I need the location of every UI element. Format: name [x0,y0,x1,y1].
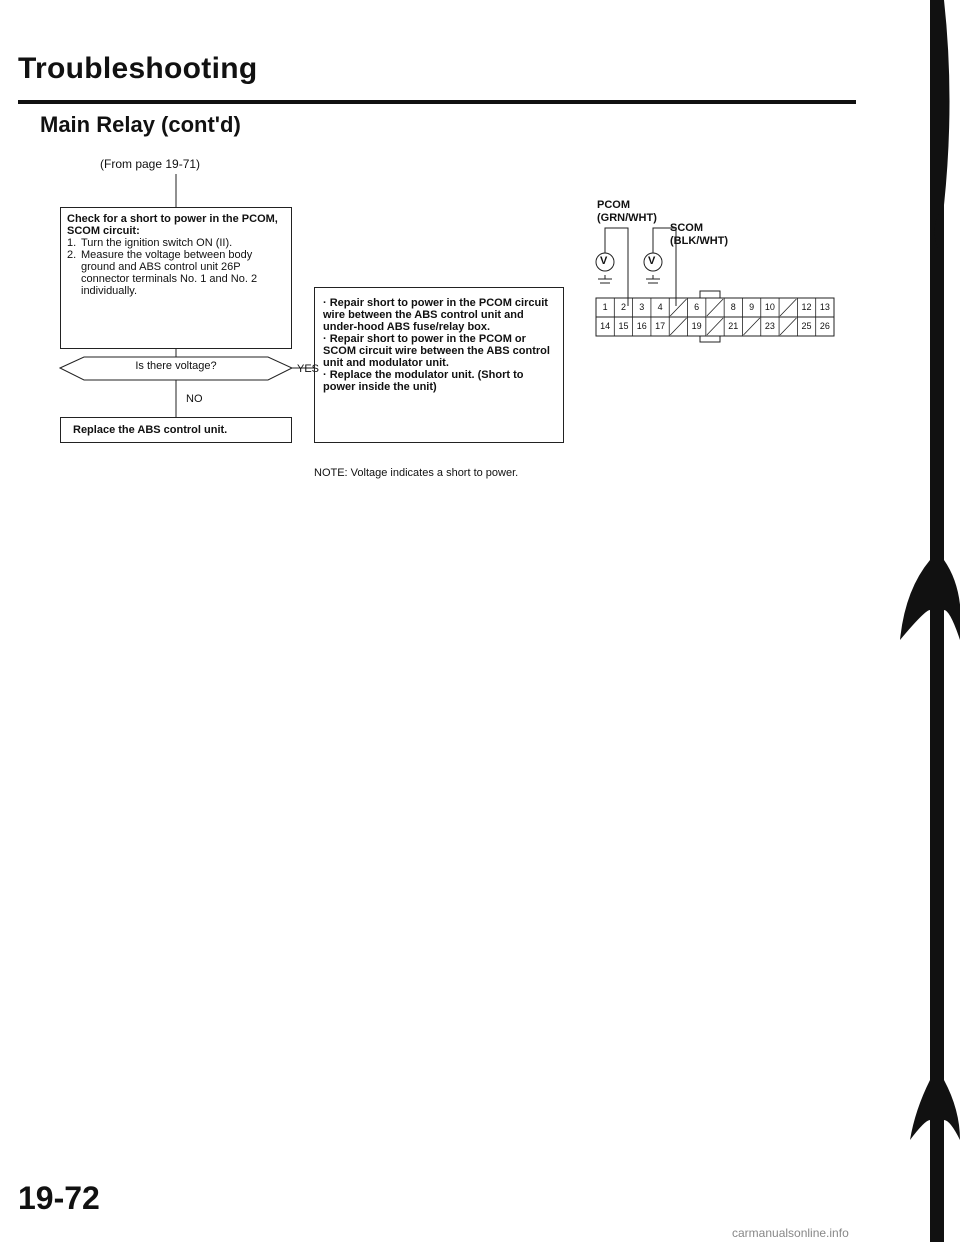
connector-pin-15: 15 [618,321,629,331]
connector-pin-3: 3 [639,302,645,312]
empty-pin-slash [707,318,723,335]
connector-pin-14: 14 [600,321,611,331]
empty-pin-slash [780,299,796,316]
repair-action-2: · Repair short to power in the PCOM or SCOM circuit wire between the ABS control unit and modulator unit. [323,333,550,369]
pcom-label: PCOM (GRN/WHT) [597,199,657,224]
repair-action-3: · Replace the modulator unit. (Short to power inside the unit) [323,369,524,393]
connector-pin-13: 13 [819,302,830,312]
yes-label: YES [297,363,320,375]
check-step-2: 2. Measure the voltage between body ground and ABS control unit 26P connector terminals No. 1 and No. 2 individually. [67,249,258,297]
empty-pin-slash [670,299,686,316]
connector-pin-6: 6 [694,302,700,312]
watermark: carmanualsonline.info [732,1226,849,1240]
question-text: Is there voltage? [135,360,217,372]
connector-pin-26: 26 [819,321,830,331]
page-number: 19-72 [18,1180,100,1216]
connector-pin-2: 2 [620,302,626,312]
no-label: NO [186,393,203,405]
connector-pin-19: 19 [691,321,702,331]
scom-label: SCOM (BLK/WHT) [670,222,729,247]
page-title: Troubleshooting [18,52,258,85]
connector-pin-9: 9 [749,302,755,312]
connector-pin-8: 8 [730,302,736,312]
repair-action-1: · Repair short to power in the PCOM circuit wire between the ABS control unit and under-hood ABS fuse/relay box. [323,297,548,333]
connector-pin-4: 4 [657,302,663,312]
section-title: Main Relay (cont'd) [40,112,241,137]
connector-pin-1: 1 [602,302,608,312]
scom-voltmeter-symbol: V [648,255,656,267]
connector-pin-25: 25 [801,321,812,331]
connector-pin-16: 16 [636,321,647,331]
connector-pin-10: 10 [764,302,775,312]
connector-26p [596,291,834,342]
empty-pin-slash [707,299,723,316]
pcom-voltmeter-symbol: V [600,255,608,267]
connector-pin-17: 17 [655,321,666,331]
connector-pin-21: 21 [728,321,739,331]
note-text: NOTE: Voltage indicates a short to power. [314,467,519,479]
empty-pin-slash [670,318,686,335]
check-title: Check for a short to power in the PCOM, SCOM circuit: [67,213,278,237]
connector-pin-12: 12 [801,302,812,312]
replace-action-box: Replace the ABS control unit. [60,417,292,443]
check-step-1: 1. Turn the ignition switch ON (II). [67,237,233,249]
from-page-label: (From page 19-71) [100,157,201,171]
connector-pin-23: 23 [764,321,775,331]
empty-pin-slash [780,318,796,335]
empty-pin-slash [743,318,759,335]
